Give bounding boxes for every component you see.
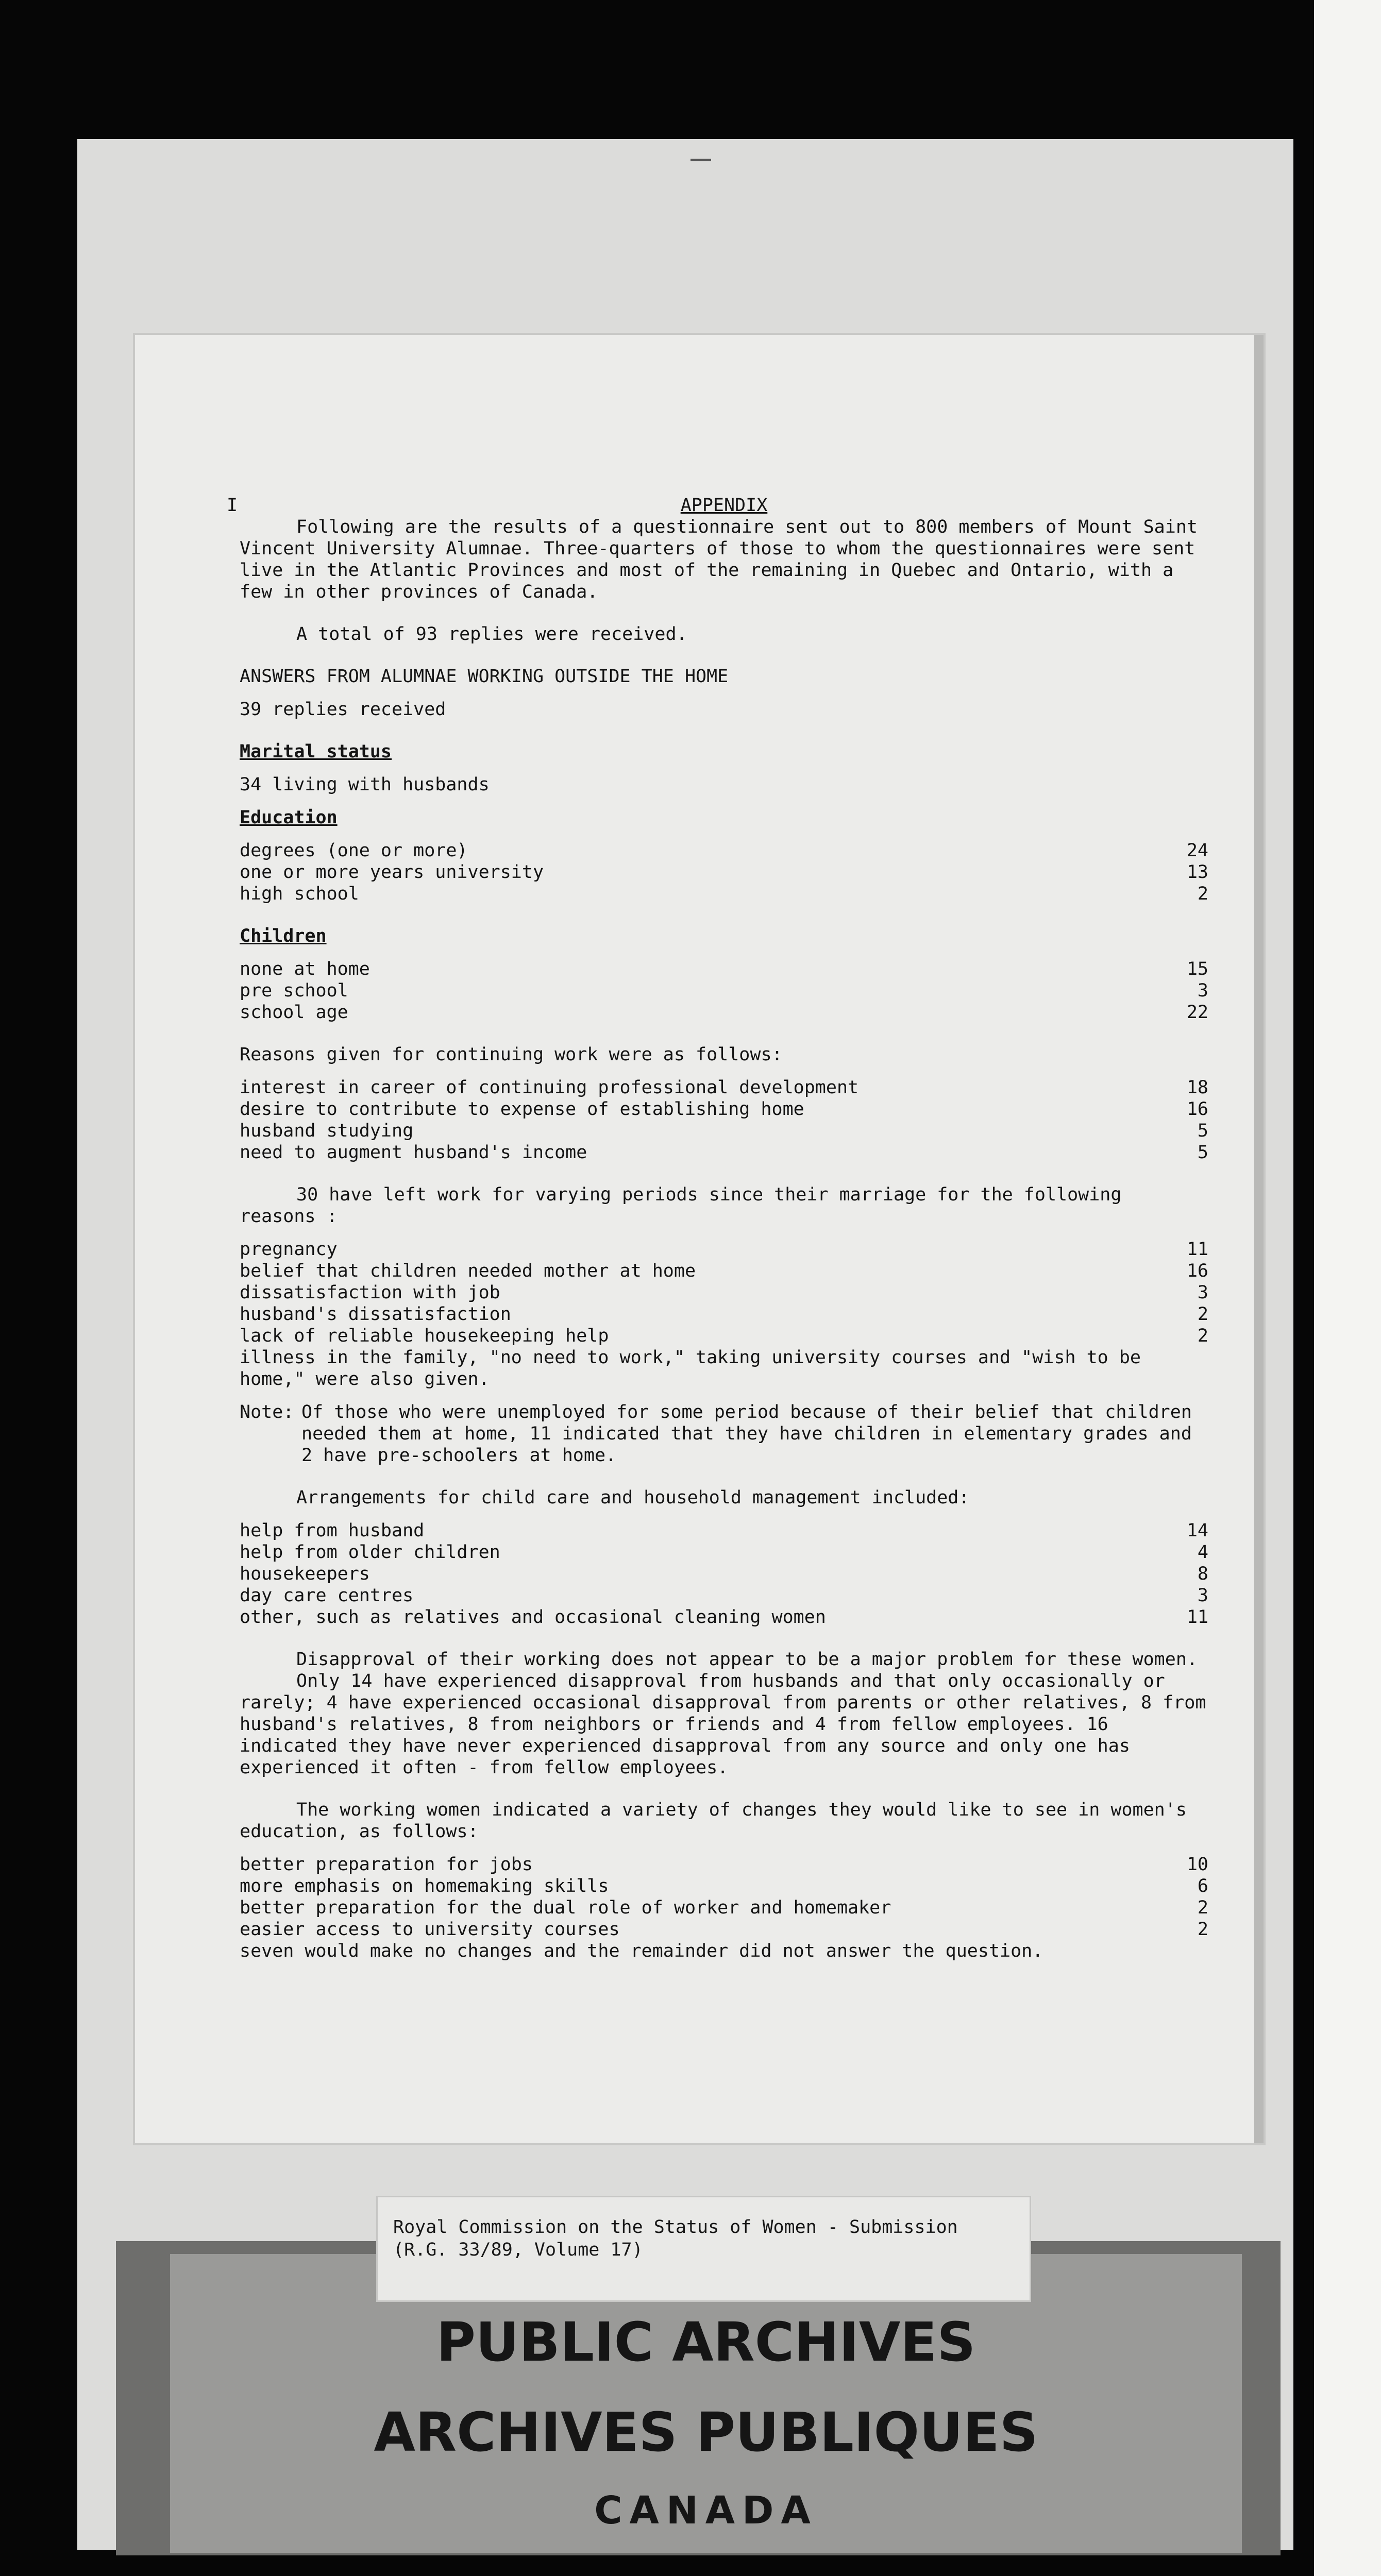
list-item: day care centres 3	[240, 1585, 1208, 1606]
list-item: interest in career of continuing professional development 18	[240, 1077, 1208, 1098]
list-item: desire to contribute to expense of establishing home 16	[240, 1099, 1208, 1120]
marital-heading: Marital status	[240, 741, 392, 762]
stamp-line-1: PUBLIC ARCHIVES	[436, 2311, 976, 2374]
list-item: none at home 15	[240, 959, 1208, 979]
list-item: better preparation for the dual role of worker and homemaker 2	[240, 1897, 1208, 1918]
list-item: one or more years university 13	[240, 862, 1208, 883]
section-heading: ANSWERS FROM ALUMNAE WORKING OUTSIDE THE HOME	[240, 666, 729, 687]
arrangements-intro: Arrangements for child care and household management included:	[296, 1487, 970, 1508]
children-heading: Children	[240, 926, 327, 946]
citation-line-2: (R.G. 33/89, Volume 17)	[393, 2240, 643, 2260]
list-item: high school 2	[240, 884, 1208, 904]
list-item: husband's dissatisfaction 2	[240, 1304, 1208, 1325]
education-heading: Education	[240, 807, 338, 828]
total-replies: A total of 93 replies were received.	[296, 624, 687, 645]
marital-text: 34 living with husbands	[240, 774, 490, 795]
reasons-intro: Reasons given for continuing work were as follows:	[240, 1044, 783, 1065]
list-item: lack of reliable housekeeping help 2	[240, 1326, 1208, 1346]
list-item: help from older children 4	[240, 1542, 1208, 1563]
list-item: pre school 3	[240, 980, 1208, 1001]
list-item: dissatisfaction with job 3	[240, 1282, 1208, 1303]
disapproval-paragraph-1: Disapproval of their working does not appear to be a major problem for these women.	[296, 1649, 1198, 1670]
stamp-line-2: ARCHIVES PUBLIQUES	[374, 2401, 1038, 2464]
citation-label	[376, 2196, 1031, 2302]
list-item: school age 22	[240, 1002, 1208, 1023]
document-body	[227, 495, 1208, 2066]
list-item: better preparation for jobs 10	[240, 1854, 1208, 1875]
disapproval-paragraph-2: Only 14 have experienced disapproval from husbands and that only occasionally or rarely; 4 have experienced occasional disapproval from parents or other relatives, 8 from husband's relatives, 8 from neighbors or friends and 4 from fellow employees. 16 indicated they have never experienced disapproval from any source and only one has experienced it often - from fellow employees.	[240, 1671, 1206, 1778]
list-item: other, such as relatives and occasional cleaning women 11	[240, 1607, 1208, 1628]
section-replies: 39 replies received	[240, 699, 446, 720]
appendix-title: APPENDIX	[680, 495, 768, 516]
list-item: degrees (one or more) 24	[240, 840, 1208, 861]
note-label: Note:	[240, 1402, 294, 1422]
changes-closing: seven would make no changes and the remainder did not answer the question.	[240, 1941, 1043, 1961]
list-item: easier access to university courses 2	[240, 1919, 1208, 1940]
list-item: more emphasis on homemaking skills 6	[240, 1876, 1208, 1896]
list-item: belief that children needed mother at home 16	[240, 1261, 1208, 1281]
registration-mark	[690, 159, 711, 161]
stamp-line-3: CANADA	[594, 2488, 818, 2533]
changes-intro: The working women indicated a variety of changes they would like to see in women's education, as follows:	[240, 1800, 1187, 1842]
list-item: housekeepers 8	[240, 1564, 1208, 1584]
intro-paragraph: Following are the results of a questionnaire sent out to 800 members of Mount Saint Vincent University Alumnae. Three-quarters of those to whom the questionnaires were sent live in the Atlantic Provinces and most of the remaining in Quebec and Ontario, with a few in other provinces of Canada.	[240, 517, 1198, 602]
left-work-other: illness in the family, "no need to work," taking university courses and "wish to be home," were also given.	[240, 1347, 1141, 1389]
citation-line-1: Royal Commission on the Status of Women - Submission	[393, 2217, 958, 2238]
list-item: husband studying 5	[240, 1121, 1208, 1141]
note-text: Of those who were unemployed for some period because of their belief that children needed them at home, 11 indicated that they have children in elementary grades and 2 have pre-schoolers at home.	[301, 1402, 1192, 1466]
left-work-intro: 30 have left work for varying periods since their marriage for the following reasons :	[240, 1184, 1122, 1227]
list-item: need to augment husband's income 5	[240, 1142, 1208, 1163]
list-item: pregnancy 11	[240, 1239, 1208, 1260]
note-block	[240, 1401, 1208, 1466]
list-item: help from husband 14	[240, 1520, 1208, 1541]
page-number: I	[227, 495, 238, 516]
